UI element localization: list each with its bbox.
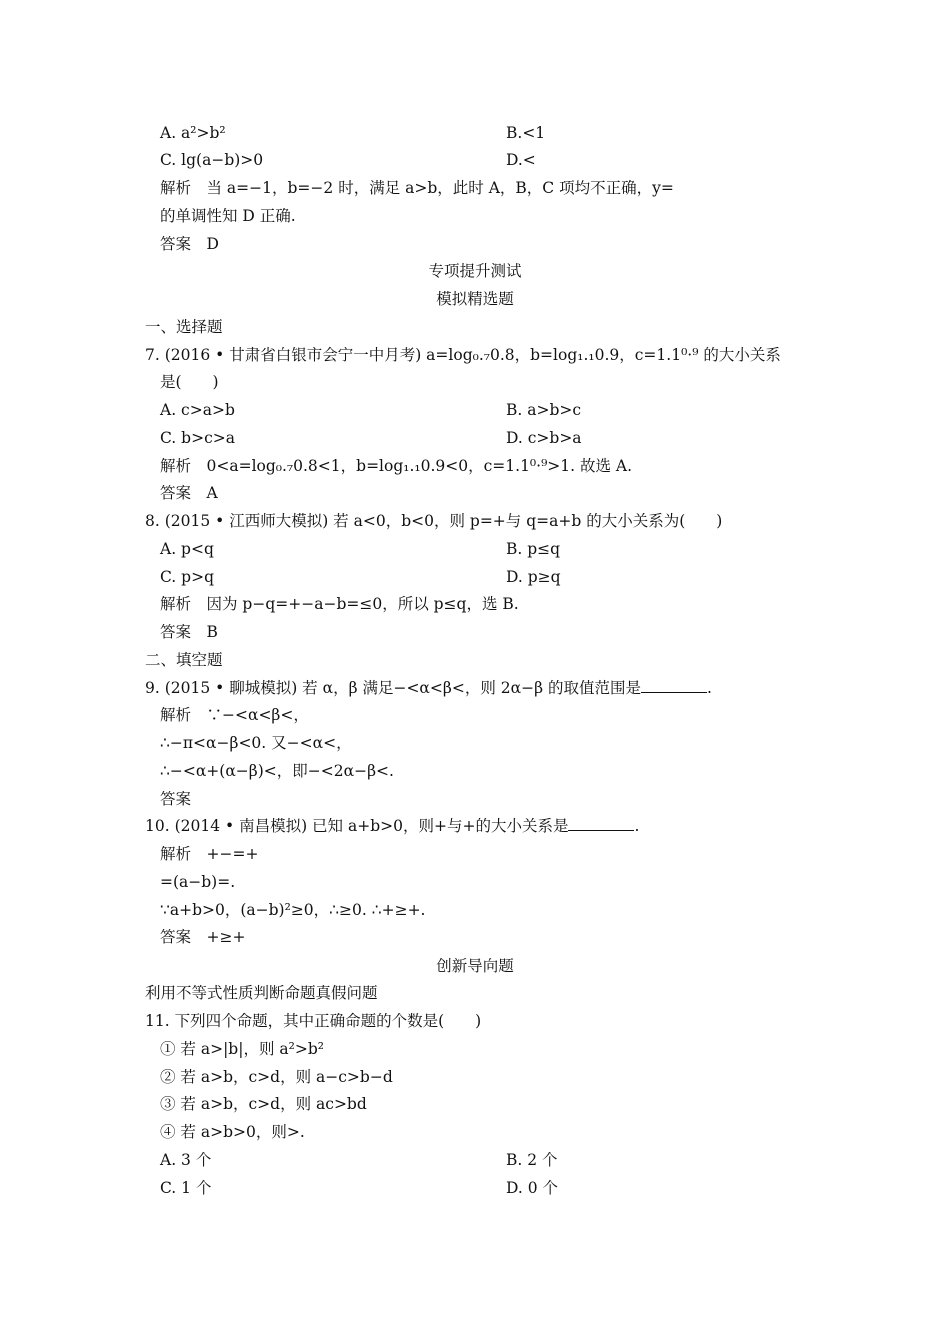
q11-option-d: D. 0 个 (506, 1179, 559, 1197)
q9-solution-line-2: ∴−π<α−β<0. 又−<α<， (160, 734, 352, 752)
topic-heading: 利用不等式性质判断命题真假问题 (145, 984, 378, 1002)
q7-option-c: C. b>c>a (160, 429, 235, 447)
q11-option-c: C. 1 个 (160, 1179, 212, 1197)
q11-proposition-3: ③ 若 a>b，c>d，则 ac>bd (160, 1095, 367, 1113)
q6-answer: 答案 D (160, 235, 219, 253)
q9-stem (145, 677, 712, 699)
subsection-title-innovation: 创新导向题 (436, 957, 514, 975)
q7-answer: 答案 A (160, 484, 218, 502)
q6-option-b: B.<1 (506, 124, 546, 142)
q11-option-a: A. 3 个 (160, 1151, 212, 1169)
q9-stem-end: . (706, 679, 712, 697)
q7-stem-line-1: 7. (2016 • 甘肃省白银市会宁一中月考) a=log₀.₇0.8，b=log₁.₁0.9，c=1.1⁰·⁹ 的大小关系 (145, 346, 781, 364)
q6-option-a: A. a²>b² (160, 124, 226, 142)
q8-option-d: D. p≥q (506, 568, 561, 586)
q8-answer: 答案 B (160, 623, 218, 641)
q10-stem-end: . (634, 817, 640, 835)
section-title: 专项提升测试 (428, 262, 522, 280)
subsection-title-simulation: 模拟精选题 (436, 290, 514, 308)
q11-stem: 11. 下列四个命题，其中正确命题的个数是( ) (145, 1012, 482, 1030)
q7-option-d: D. c>b>a (506, 429, 582, 447)
q11-proposition-2: ② 若 a>b，c>d，则 a−c>b−d (160, 1068, 393, 1086)
q10-answer-blank (568, 816, 634, 831)
q9-solution-line-3: ∴−<α+(α−β)<，即−<2α−β<. (160, 762, 394, 780)
q7-solution: 解析 0<a=log₀.₇0.8<1，b=log₁.₁0.9<0，c=1.1⁰·⁹>1. 故选 A. (160, 457, 633, 475)
q10-solution-line-3: ∵a+b>0，(a−b)²≥0，∴≥0. ∴+≥+. (160, 901, 426, 919)
part-heading-choice: 一、选择题 (145, 318, 223, 336)
q10-solution-line-2: =(a−b)=. (160, 873, 236, 891)
q7-option-b: B. a>b>c (506, 401, 582, 419)
q11-proposition-1: ① 若 a>|b|，则 a²>b² (160, 1040, 324, 1058)
q10-solution-line-1: 解析 +−=+ (160, 845, 259, 863)
q8-option-a: A. p<q (160, 540, 214, 558)
q8-solution: 解析 因为 p−q=+−a−b=≤0，所以 p≤q，选 B. (160, 595, 519, 613)
q7-stem-line-2: 是( ) (160, 373, 219, 391)
q9-answer-blank (641, 678, 707, 693)
q8-option-c: C. p>q (160, 568, 214, 586)
q6-solution-line-2: 的单调性知 D 正确. (160, 207, 296, 225)
q10-stem (145, 815, 639, 837)
q10-stem-text: 10. (2014 • 南昌模拟) 已知 a+b>0，则+与+的大小关系是 (145, 817, 569, 835)
q11-option-b: B. 2 个 (506, 1151, 558, 1169)
q9-solution-line-1: 解析 ∵−<α<β<， (160, 706, 309, 724)
part-heading-fill-blank: 二、填空题 (145, 651, 223, 669)
q6-option-d: D.< (506, 151, 536, 169)
q6-option-c: C. lg(a−b)>0 (160, 151, 264, 169)
q11-proposition-4: ④ 若 a>b>0，则>. (160, 1123, 305, 1141)
q6-solution-line-1: 解析 当 a=−1，b=−2 时，满足 a>b，此时 A，B，C 项均不正确，y= (160, 179, 674, 197)
q9-stem-text: 9. (2015 • 聊城模拟) 若 α，β 满足−<α<β<，则 2α−β 的取值范围是 (145, 679, 641, 697)
q9-answer: 答案 (160, 790, 192, 808)
q7-option-a: A. c>a>b (160, 401, 235, 419)
q8-stem: 8. (2015 • 江西师大模拟) 若 a<0，b<0，则 p=+与 q=a+b 的大小关系为( ) (145, 512, 723, 530)
q10-answer: 答案 +≥+ (160, 928, 246, 946)
q8-option-b: B. p≤q (506, 540, 561, 558)
